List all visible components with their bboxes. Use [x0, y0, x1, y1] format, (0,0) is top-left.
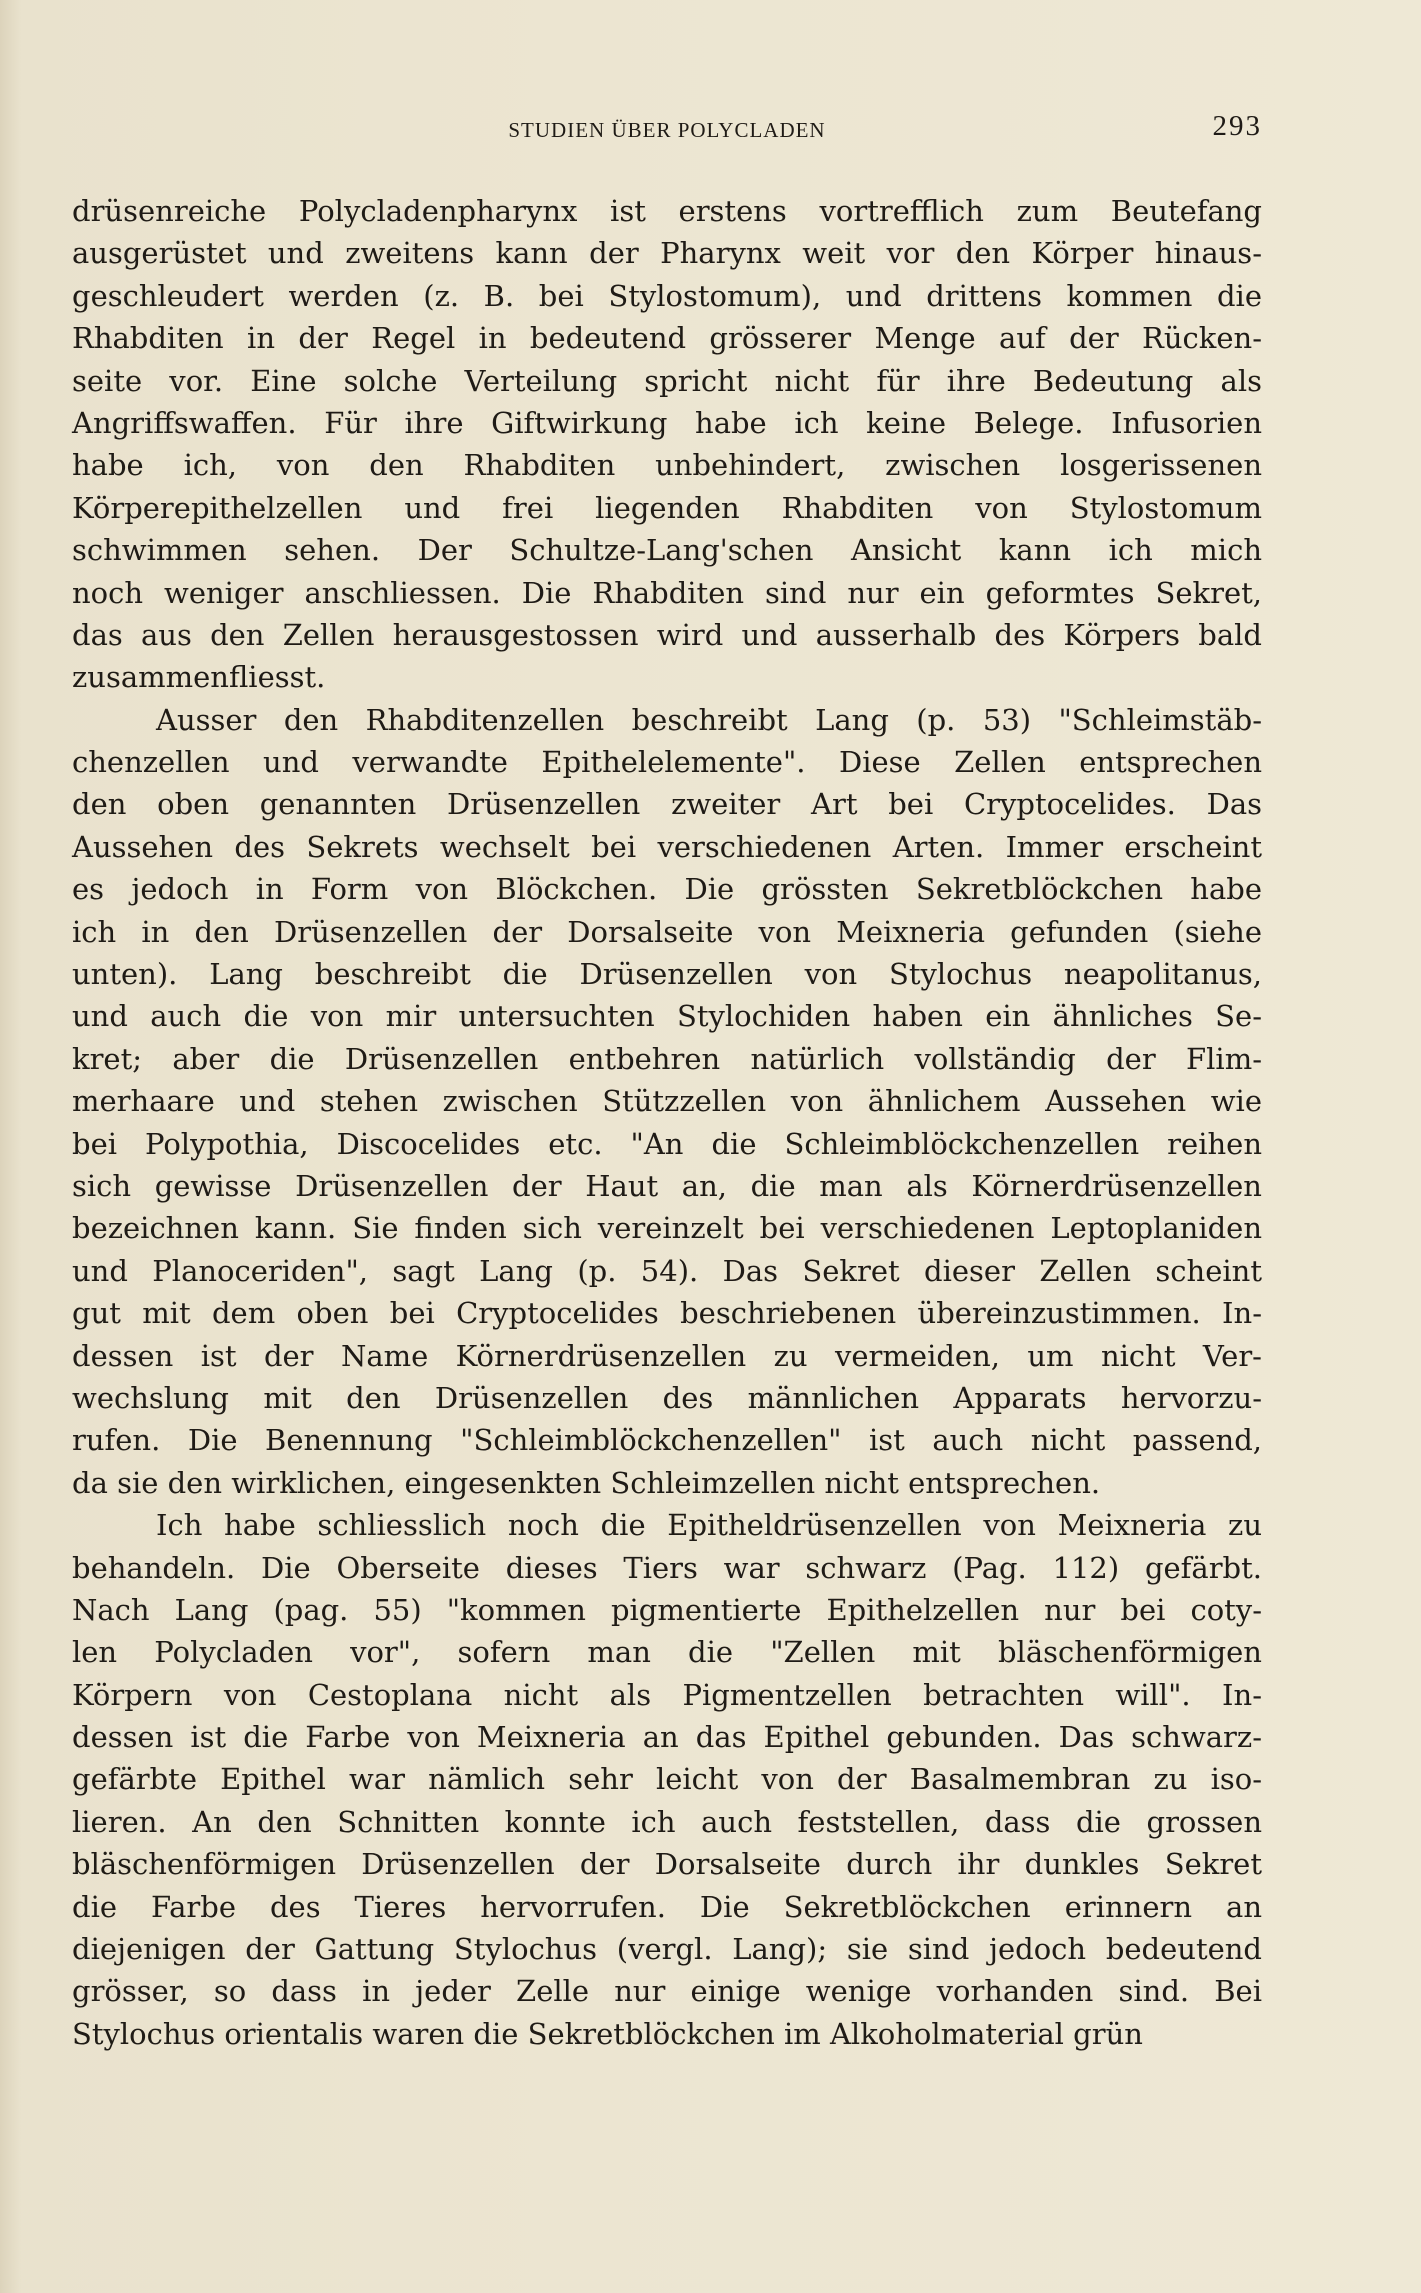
text-line: Ausser den Rhabditenzellen beschreibt Lang (p. 53) "Schleimstäb-	[156, 702, 1262, 737]
text-line: seite vor. Eine solche Verteilung spricht nicht für ihre Bedeutung als	[72, 363, 1262, 398]
text-line: len Polycladen vor", sofern man die "Zellen mit bläschenförmigen	[72, 1635, 1262, 1670]
running-title: STUDIEN ÜBER POLYCLADEN	[508, 118, 826, 142]
text-line: Ich habe schliesslich noch die Epitheldrüsenzellen von Meixneria zu	[156, 1508, 1262, 1543]
text-line: bezeichnen kann. Sie finden sich vereinzelt bei verschiedenen Leptoplaniden	[72, 1211, 1262, 1246]
text-line: lieren. An den Schnitten konnte ich auch feststellen, dass die grossen	[72, 1804, 1262, 1839]
text-line: ausgerüstet und zweitens kann der Pharynx weit vor den Körper hinaus-	[72, 236, 1262, 271]
text-line: wechslung mit den Drüsenzellen des männlichen Apparats hervorzu-	[72, 1380, 1262, 1415]
text-line: und Planoceriden", sagt Lang (p. 54). Das Sekret dieser Zellen scheint	[72, 1253, 1262, 1288]
text-line: bei Polypothia, Discocelides etc. "An die Schleimblöckchenzellen reihen	[72, 1126, 1262, 1161]
page-number: 293	[1212, 110, 1262, 142]
text-line: schwimmen sehen. Der Schultze-Lang'schen Ansicht kann ich mich	[72, 533, 1262, 568]
body-text	[72, 190, 1262, 2055]
text-line: merhaare und stehen zwischen Stützzellen von ähnlichem Aussehen wie	[72, 1084, 1262, 1119]
text-line: geschleudert werden (z. B. bei Stylostomum), und drittens kommen die	[72, 278, 1262, 313]
text-line: die Farbe des Tieres hervorrufen. Die Sekretblöckchen erinnern an	[72, 1889, 1262, 1924]
text-line: chenzellen und verwandte Epithelelemente". Diese Zellen entsprechen	[72, 745, 1262, 780]
text-line: und auch die von mir untersuchten Stylochiden haben ein ähnliches Se-	[72, 999, 1262, 1034]
text-line: behandeln. Die Oberseite dieses Tiers war schwarz (Pag. 112) gefärbt.	[72, 1550, 1262, 1585]
text-line: den oben genannten Drüsenzellen zweiter Art bei Cryptocelides. Das	[72, 787, 1262, 822]
text-line: sich gewisse Drüsenzellen der Haut an, die man als Körnerdrüsenzellen	[72, 1168, 1262, 1203]
text-line: Angriffswaffen. Für ihre Giftwirkung habe ich keine Belege. Infusorien	[72, 405, 1262, 440]
text-line: dessen ist der Name Körnerdrüsenzellen zu vermeiden, um nicht Ver-	[72, 1338, 1262, 1373]
text-line: Körpern von Cestoplana nicht als Pigmentzellen betrachten will". In-	[72, 1677, 1262, 1712]
text-line: noch weniger anschliessen. Die Rhabditen sind nur ein geformtes Sekret,	[72, 575, 1262, 610]
text-line: Körperepithelzellen und frei liegenden Rhabditen von Stylostomum	[72, 490, 1262, 525]
text-line: ich in den Drüsenzellen der Dorsalseite von Meixneria gefunden (siehe	[72, 914, 1262, 949]
text-line: Rhabditen in der Regel in bedeutend grösserer Menge auf der Rücken-	[72, 321, 1262, 356]
text-line: zusammenfliesst.	[72, 660, 326, 695]
text-line: da sie den wirklichen, eingesenkten Schleimzellen nicht entsprechen.	[72, 1465, 1101, 1500]
text-line: unten). Lang beschreibt die Drüsenzellen von Stylochus neapolitanus,	[72, 957, 1262, 992]
text-line: gut mit dem oben bei Cryptocelides beschriebenen übereinzustimmen. In-	[72, 1296, 1262, 1331]
text-line: drüsenreiche Polycladenpharynx ist erstens vortrefflich zum Beutefang	[72, 194, 1262, 228]
text-line: habe ich, von den Rhabditen unbehindert, zwischen losgerissenen	[72, 448, 1262, 483]
text-line: gefärbte Epithel war nämlich sehr leicht von der Basalmembran zu iso-	[72, 1762, 1262, 1797]
text-line: grösser, so dass in jeder Zelle nur einige wenige vorhanden sind. Bei	[72, 1974, 1262, 2009]
text-line: rufen. Die Benennung "Schleimblöckchenzellen" ist auch nicht passend,	[72, 1423, 1262, 1458]
text-line: Nach Lang (pag. 55) "kommen pigmentierte Epithelzellen nur bei coty-	[72, 1592, 1262, 1627]
text-line: Aussehen des Sekrets wechselt bei verschiedenen Arten. Immer erscheint	[72, 829, 1262, 864]
running-header	[72, 110, 1262, 150]
text-line: dessen ist die Farbe von Meixneria an das Epithel gebunden. Das schwarz-	[72, 1720, 1262, 1755]
text-line: kret; aber die Drüsenzellen entbehren natürlich vollständig der Flim-	[72, 1041, 1262, 1076]
text-line: es jedoch in Form von Blöckchen. Die grössten Sekretblöckchen habe	[72, 872, 1262, 907]
text-line: diejenigen der Gattung Stylochus (vergl. Lang); sie sind jedoch bedeutend	[72, 1932, 1262, 1967]
text-line: Stylochus orientalis waren die Sekretblöckchen im Alkoholmaterial grün	[72, 2016, 1143, 2051]
text-line: bläschenförmigen Drüsenzellen der Dorsalseite durch ihr dunkles Sekret	[72, 1847, 1262, 1882]
text-line: das aus den Zellen herausgestossen wird und ausserhalb des Körpers bald	[72, 617, 1262, 652]
